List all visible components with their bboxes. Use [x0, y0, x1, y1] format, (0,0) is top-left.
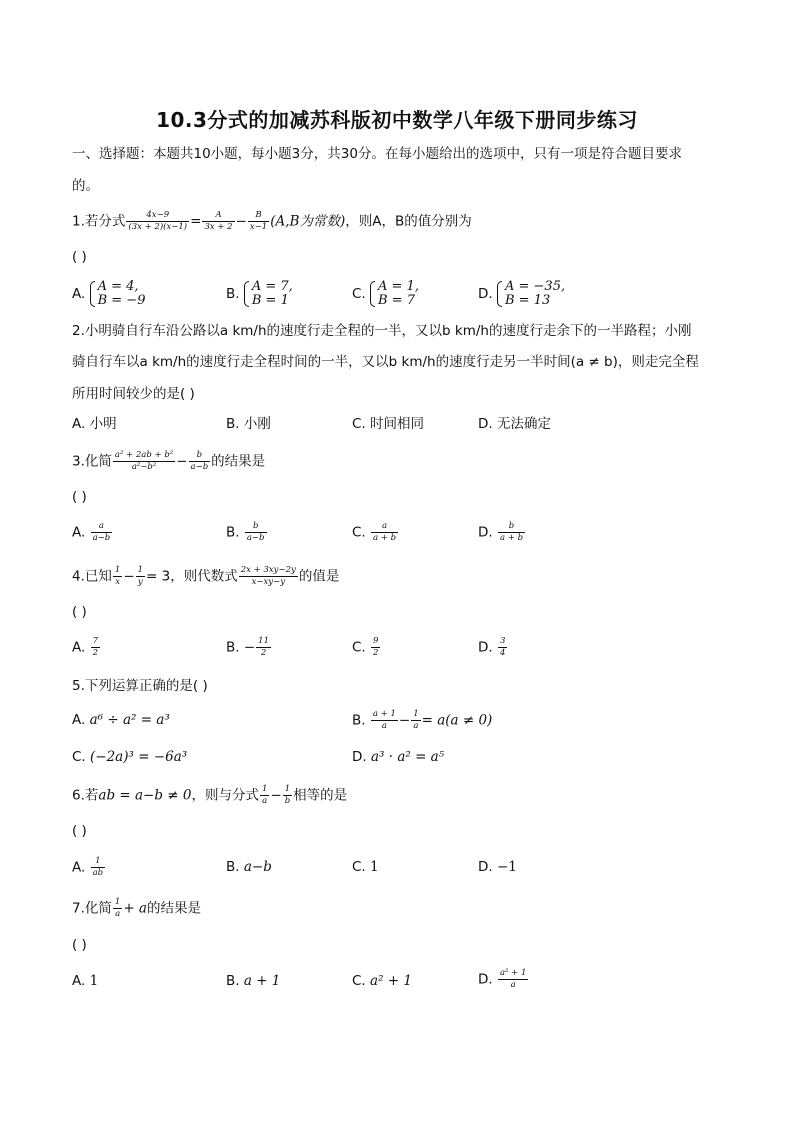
- question-7-option-c[interactable]: C. a² + 1: [352, 973, 412, 989]
- question-5-option-a[interactable]: A. a⁶ ÷ a² = a³: [72, 712, 170, 728]
- fraction: $\frac{A}{3x + 2}$: [204, 210, 233, 232]
- question-7-option-d[interactable]: D. $\frac{\text{a² + 1}}{a}$: [478, 968, 527, 990]
- question-2-option-b[interactable]: B. 小刚: [226, 416, 271, 432]
- question-6-option-d[interactable]: D. −1: [478, 859, 517, 875]
- question-7-option-a[interactable]: A. 1: [72, 973, 99, 989]
- question-4-option-a[interactable]: A. $\frac{7}{2}$: [72, 636, 99, 658]
- question-2-stem-line3: 所用时间较少的是( ): [72, 386, 195, 402]
- section-instructions-line1: 一、选择题：本题共10小题，每小题3分，共30分。在每小题给出的选项中，只有一项是符合题目要求: [72, 146, 682, 162]
- question-5-option-c[interactable]: C. (−2a)³ = −6a³: [72, 749, 188, 765]
- fraction: $\frac{2x + 3xy-2y}{x-xy-y}$: [240, 565, 296, 587]
- question-7-option-b[interactable]: B. a + 1: [226, 973, 281, 989]
- question-3-stem: 3.化简 $\frac{\text{a² + 2ab + b²}}{\text{a²−b²}}$ − $\frac{b}{a-b}$ 的结果是: [72, 450, 266, 472]
- fraction: $\frac{b}{a-b}$: [190, 450, 209, 472]
- fraction: $\frac{B}{x-1}$: [249, 210, 268, 232]
- question-4-stem: 4.已知 $\frac{1}{x}$ − $\frac{1}{y}$ = 3，则代数式 $\frac{2x + 3xy-2y}{x-xy-y}$ 的值是: [72, 565, 340, 587]
- question-1-answer-paren: ( ): [72, 249, 87, 265]
- question-2-stem-line1: 2.小明骑自行车沿公路以a km/h的速度行走全程的一半，又以b km/h的速度行走余下的一半路程；小刚: [72, 323, 692, 339]
- question-6-stem: 6.若ab = a−b ≠ 0，则与分式 $\frac{1}{a}$ − $\frac{1}{b}$ 相等的是: [72, 784, 348, 806]
- question-6-answer-paren: ( ): [72, 823, 87, 839]
- question-5-option-b[interactable]: B. $\frac{a + 1}{a}$ − $\frac{1}{a}$ = a(a ≠ 0): [352, 709, 493, 731]
- question-4-option-c[interactable]: C. $\frac{9}{2}$: [352, 636, 379, 658]
- question-7-stem: 7.化简 $\frac{1}{a}$ + a的结果是: [72, 897, 201, 919]
- fraction: $\frac{1}{x}$: [114, 565, 121, 587]
- fraction: $\frac{1}{a}$: [114, 897, 121, 919]
- question-3-option-a[interactable]: A. $\frac{a}{a-b}$: [72, 521, 111, 543]
- question-3-answer-paren: ( ): [72, 489, 87, 505]
- page-title: 10.3分式的加减苏科版初中数学八年级下册同步练习: [156, 108, 638, 132]
- question-2-option-c[interactable]: C. 时间相同: [352, 416, 425, 432]
- question-3-option-d[interactable]: D. $\frac{b}{a + b}$: [478, 521, 524, 543]
- question-1-stem: 1.若分式 $\frac{4x-9}{(3x + 2)(x-1)}$ = $\frac{A}{3x + 2}$ − $\frac{B}{x-1}$ (A,B为常数)，则A，B的值分别为: [72, 210, 472, 232]
- question-3-option-c[interactable]: C. $\frac{a}{a + b}$: [352, 521, 397, 543]
- fraction: $\frac{1}{a}$: [261, 784, 268, 806]
- fraction: $\frac{1}{b}$: [284, 784, 291, 806]
- section-instructions-line2: 的。: [72, 178, 99, 194]
- question-4-answer-paren: ( ): [72, 604, 87, 620]
- question-1-option-b[interactable]: B. A = 7, B = 1: [226, 279, 293, 308]
- fraction: $\frac{4x-9}{(3x + 2)(x-1)}$: [128, 210, 188, 232]
- question-6-option-b[interactable]: B. a−b: [226, 859, 272, 875]
- question-4-option-d[interactable]: D. $\frac{3}{4}$: [478, 636, 506, 658]
- question-4-option-b[interactable]: B. − $\frac{11}{2}$: [226, 636, 269, 658]
- fraction: $\frac{\text{a² + 2ab + b²}}{\text{a²−b²}}$: [114, 450, 174, 472]
- question-1-option-d[interactable]: D. A = −35, B = 13: [478, 279, 566, 308]
- question-3-option-b[interactable]: B. $\frac{b}{a-b}$: [226, 521, 265, 543]
- fraction: $\frac{1}{y}$: [137, 565, 144, 587]
- question-7-answer-paren: ( ): [72, 937, 87, 953]
- question-2-option-a[interactable]: A. 小明: [72, 416, 117, 432]
- question-2-option-d[interactable]: D. 无法确定: [478, 416, 551, 432]
- question-5-option-d[interactable]: D. a³ · a² = a⁵: [352, 749, 445, 765]
- question-1-option-c[interactable]: C. A = 1, B = 7: [352, 279, 419, 308]
- question-5-stem: 5.下列运算正确的是( ): [72, 678, 208, 694]
- question-2-stem-line2: 骑自行车以a km/h的速度行走全程时间的一半，又以b km/h的速度行走另一半时间(a ≠ b)，则走完全程: [72, 354, 699, 370]
- question-1-option-a[interactable]: A. A = 4, B = −9: [72, 279, 146, 308]
- question-6-option-c[interactable]: C. 1: [352, 859, 379, 875]
- question-6-option-a[interactable]: A. $\frac{1}{ab}$: [72, 856, 104, 878]
